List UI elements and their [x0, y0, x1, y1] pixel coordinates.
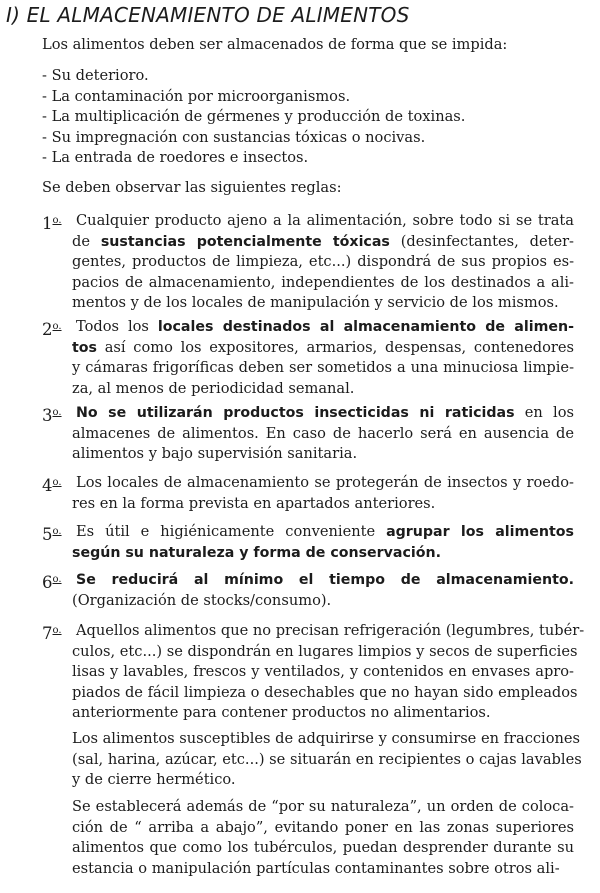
rule-number: $5^{o.}$ — [42, 525, 62, 544]
rule-line: res en la forma prevista en apartados anteriores. — [72, 494, 436, 512]
rule-item — [42, 211, 574, 314]
rule-line: piados de fácil limpieza o desechables que no hayan sido empleados — [72, 683, 578, 701]
rule-number: $4^{o.}$ — [42, 476, 62, 495]
emphasis-text: agrupar los alimentos — [386, 524, 574, 540]
rules-intro: Se deben observar las siguientes reglas: — [42, 179, 342, 196]
list-item: - La contaminación por microorganismos. — [42, 87, 351, 105]
list-item: - Su impregnación con sustancias tóxicas o nocivas. — [42, 128, 426, 146]
hazard-list — [42, 66, 465, 169]
rule-line: No se utilizarán productos insecticidas ni raticidas en los — [76, 404, 574, 421]
paragraph-line: alimentos que como los tubérculos, puedan desprender durante su — [72, 839, 574, 856]
rule-line: alimentos y bajo supervisión sanitaria. — [72, 445, 358, 462]
sub-paragraph — [72, 797, 574, 879]
rule-line: Aquellos alimentos que no precisan refrigeración (legumbres, tubér- — [76, 622, 585, 639]
rule-line: tos así como los expositores, armarios, despensas, contenedores — [72, 338, 574, 356]
rule-line: y cámaras frigoríficas deben ser sometidos a una minuciosa limpie- — [72, 359, 574, 376]
rule-item — [42, 621, 585, 724]
emphasis-text: Se reducirá al mínimo el tiempo de almacenamiento. — [76, 572, 574, 588]
rule-number: $2^{o.}$ — [42, 320, 62, 339]
list-item: - Su deterioro. — [42, 67, 149, 84]
rule-line: (Organización de stocks/consumo). — [72, 591, 332, 609]
rule-line: Todos los locales destinados al almacenamiento de alimen- — [76, 318, 574, 335]
paragraph-line: ción de “ arriba a abajo”, evitando poner en las zonas superiores — [72, 818, 574, 836]
section-title: I) EL ALMACENAMIENTO DE ALIMENTOS — [6, 3, 410, 27]
emphasis-text: tos — [72, 339, 97, 356]
emphasis-text: locales destinados al almacenamiento de alimen- — [157, 319, 574, 335]
rule-item — [42, 570, 574, 611]
paragraph-line: Los alimentos susceptibles de adquirirse y consumirse en fracciones — [72, 730, 581, 747]
rule-line: Es útil e higiénicamente conveniente agrupar los alimentos — [76, 523, 574, 540]
paragraph-line: y de cierre hermético. — [72, 771, 236, 788]
rule-line: culos, etc...) se dispondrán en lugares limpios y secos de superficies — [72, 642, 578, 660]
paragraph-line: Se establecerá además de “por su naturaleza”, un orden de coloca- — [72, 798, 574, 815]
list-item: - La entrada de roedores e insectos. — [42, 149, 309, 166]
emphasis-text: según su naturaleza y forma de conservación. — [72, 544, 441, 561]
rule-line: de sustancias potencialmente tóxicas (desinfectantes, deter- — [72, 232, 574, 250]
rule-line: pacios de almacenamiento, independientes de los destinados a ali- — [72, 273, 574, 291]
rule-item — [42, 403, 574, 465]
rule-item — [42, 317, 574, 399]
rule-line: Los locales de almacenamiento se protegerán de insectos y roedo- — [76, 474, 574, 491]
emphasis-text: No se utilizarán productos insecticidas ni raticidas — [76, 405, 515, 421]
rule-number: $1^{o.}$ — [42, 214, 62, 233]
list-item: - La multiplicación de gérmenes y producción de toxinas. — [42, 108, 466, 125]
rule-line: lisas y lavables, frescos y ventilados, y contenidos en envases apro- — [72, 663, 574, 680]
rule-line: almacenes de alimentos. En caso de hacerlo será en ausencia de — [72, 424, 574, 442]
rule-line: Cualquier producto ajeno a la alimentación, sobre todo si se trata — [76, 212, 574, 229]
rule-number: $3^{o.}$ — [42, 406, 62, 425]
rule-line: gentes, productos de limpieza, etc...) dispondrá de sus propios es- — [72, 253, 574, 270]
emphasis-text: sustancias potencialmente tóxicas — [100, 233, 390, 250]
paragraph-line: (sal, harina, azúcar, etc...) se situarán en recipientes o cajas lavables — [72, 750, 582, 768]
rule-number: $6^{o.}$ — [42, 573, 62, 592]
rule-line — [42, 543, 574, 564]
paragraph-line: estancia o manipulación partículas contaminantes sobre otros ali- — [72, 859, 560, 877]
rule-line: za, al menos de periodicidad semanal. — [72, 379, 355, 397]
rule-line: mentos y de los locales de manipulación y servicio de los mismos. — [72, 294, 559, 311]
rule-item — [42, 473, 574, 514]
rule-number: $7^{o.}$ — [42, 624, 62, 643]
sub-paragraph — [72, 729, 582, 791]
rule-item — [42, 522, 574, 563]
rule-line: anteriormente para contener productos no alimentarios. — [72, 704, 491, 721]
rule-line — [42, 570, 574, 591]
intro-paragraph: Los alimentos deben ser almacenados de forma que se impida: — [42, 36, 508, 53]
